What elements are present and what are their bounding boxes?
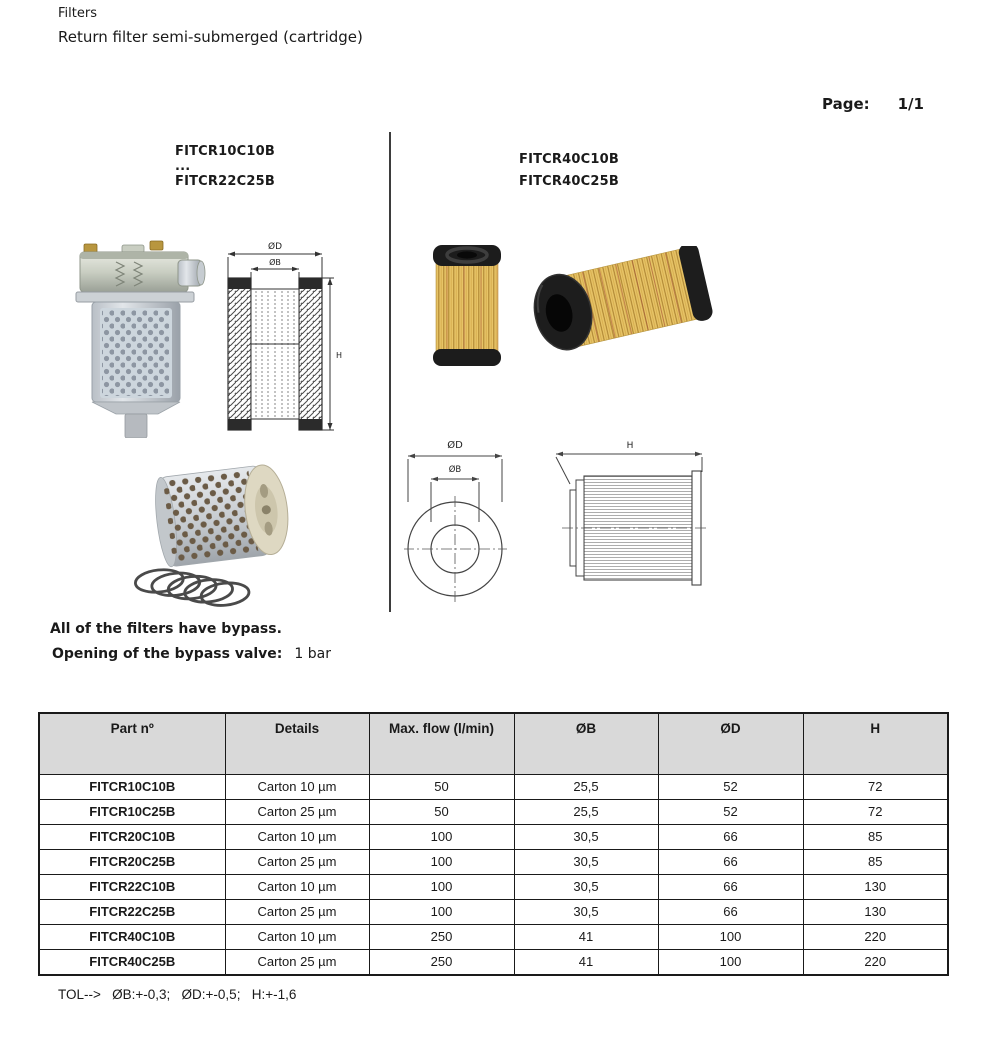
tilted-cartridge-group (527, 246, 714, 356)
ob-cell: 30,5 (514, 824, 658, 849)
maxflow-cell: 100 (369, 899, 514, 924)
col-header-maxflow: Max. flow (l/min) (369, 713, 514, 774)
maxflow-cell: 100 (369, 824, 514, 849)
h-cell: 85 (803, 849, 948, 874)
page-indicator (822, 95, 924, 113)
table-row (39, 899, 948, 924)
column-divider (389, 132, 391, 612)
ob-cell: 30,5 (514, 849, 658, 874)
section-drawing (218, 232, 350, 446)
h-cell: 130 (803, 874, 948, 899)
od-cell: 52 (658, 799, 803, 824)
dim-label-h: H (626, 441, 634, 451)
page-label: Page: (822, 95, 870, 113)
h-cell: 130 (803, 899, 948, 924)
end-view-drawing (404, 436, 518, 606)
valve-note (52, 646, 331, 662)
element-and-spring-photo (134, 458, 314, 622)
bypass-note: All of the filters have bypass. (50, 621, 282, 637)
model-ellipsis: ... (175, 159, 191, 174)
dim-height (322, 278, 334, 430)
h-cell: 72 (803, 774, 948, 799)
maxflow-cell: 100 (369, 849, 514, 874)
details-cell: Carton 25 µm (225, 899, 369, 924)
cartridge-photo-tilted (520, 246, 720, 356)
part-number: FITCR20C10B (39, 824, 225, 849)
ob-cell: 30,5 (514, 899, 658, 924)
col-header-ob: ØB (514, 713, 658, 774)
cartridge-side-body (562, 471, 708, 585)
od-cell: 66 (658, 824, 803, 849)
details-cell: Carton 10 µm (225, 874, 369, 899)
page-value: 1/1 (897, 95, 924, 113)
od-cell: 100 (658, 924, 803, 949)
circles (404, 496, 507, 602)
od-cell: 66 (658, 849, 803, 874)
model-range-right (519, 149, 619, 193)
part-number: FITCR22C10B (39, 874, 225, 899)
valve-value: 1 bar (294, 646, 331, 662)
page-title: Return filter semi-submerged (cartridge) (58, 28, 363, 46)
table-row (39, 774, 948, 799)
table-row (39, 799, 948, 824)
dim-label-ob: ØB (269, 258, 281, 267)
maxflow-cell: 250 (369, 949, 514, 975)
part-number: FITCR10C10B (39, 774, 225, 799)
model-name: FITCR40C25B (519, 174, 619, 189)
maxflow-cell: 250 (369, 924, 514, 949)
part-number: FITCR20C25B (39, 849, 225, 874)
ob-cell: 25,5 (514, 799, 658, 824)
h-cell: 220 (803, 924, 948, 949)
details-cell: Carton 10 µm (225, 824, 369, 849)
model-name: FITCR10C10B (175, 144, 275, 159)
spec-table (38, 712, 949, 976)
table-row (39, 949, 948, 975)
section-body (228, 278, 322, 430)
table-row (39, 849, 948, 874)
table-row (39, 924, 948, 949)
ob-cell: 41 (514, 949, 658, 975)
housing-bowl (92, 302, 180, 438)
details-cell: Carton 25 µm (225, 949, 369, 975)
part-number: FITCR10C25B (39, 799, 225, 824)
dim-label-h: H (335, 351, 343, 360)
od-cell: 52 (658, 774, 803, 799)
part-number: FITCR40C25B (39, 949, 225, 975)
dim-label-od: ØD (267, 242, 283, 252)
side-view-drawing (540, 436, 714, 598)
col-header-od: ØD (658, 713, 803, 774)
part-number: FITCR22C25B (39, 899, 225, 924)
h-cell: 220 (803, 949, 948, 975)
table-row (39, 874, 948, 899)
ob-cell: 30,5 (514, 874, 658, 899)
col-header-h: H (803, 713, 948, 774)
details-cell: Carton 25 µm (225, 849, 369, 874)
dim-label-ob: ØB (448, 465, 462, 475)
metal-element (152, 463, 293, 568)
table-row (39, 824, 948, 849)
valve-label: Opening of the bypass valve: (52, 646, 283, 662)
dim-outer-diameter (408, 454, 502, 502)
model-name: FITCR22C25B (175, 174, 275, 189)
cartridge-photo-vertical (428, 240, 508, 370)
maxflow-cell: 50 (369, 774, 514, 799)
model-range-left (175, 143, 275, 190)
part-number: FITCR40C10B (39, 924, 225, 949)
details-cell: Carton 10 µm (225, 774, 369, 799)
model-name: FITCR40C10B (519, 152, 619, 167)
details-cell: Carton 10 µm (225, 924, 369, 949)
dim-label-od: ØD (447, 440, 463, 451)
od-cell: 100 (658, 949, 803, 975)
ob-cell: 25,5 (514, 774, 658, 799)
maxflow-cell: 50 (369, 799, 514, 824)
dim-inner-diameter (251, 267, 299, 288)
spring (134, 561, 250, 614)
od-cell: 66 (658, 874, 803, 899)
tolerance-note: TOL--> ØB:+-0,3; ØD:+-0,5; H:+-1,6 (58, 987, 297, 1002)
details-cell: Carton 25 µm (225, 799, 369, 824)
housing-head (76, 241, 205, 302)
table-header-row (39, 713, 948, 774)
col-header-part: Part nº (39, 713, 225, 774)
ob-cell: 41 (514, 924, 658, 949)
h-cell: 85 (803, 824, 948, 849)
filter-housing-photo (70, 238, 208, 438)
breadcrumb-category: Filters (58, 6, 97, 21)
h-cell: 72 (803, 799, 948, 824)
maxflow-cell: 100 (369, 874, 514, 899)
col-header-details: Details (225, 713, 369, 774)
od-cell: 66 (658, 899, 803, 924)
